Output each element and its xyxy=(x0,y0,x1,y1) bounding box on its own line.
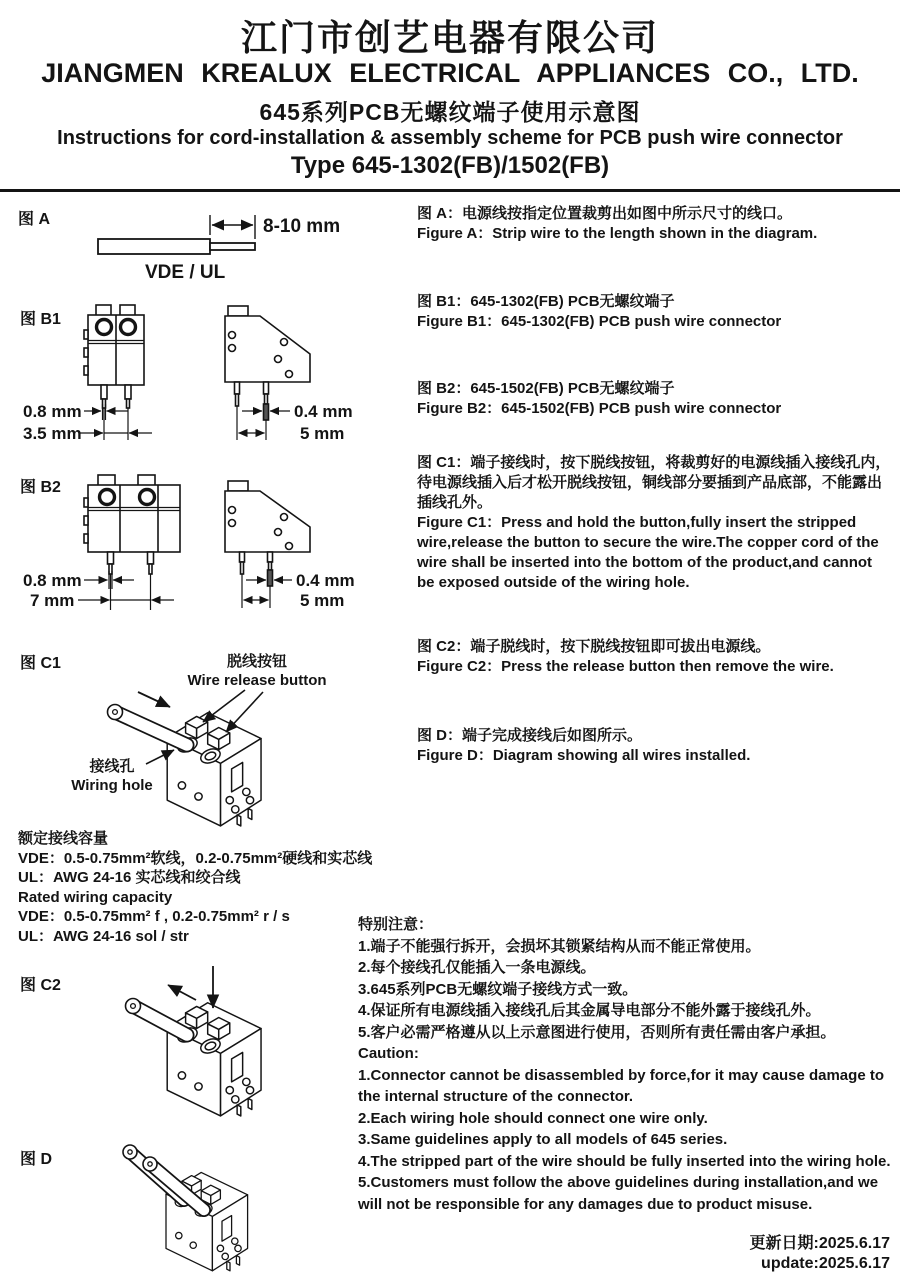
insert-direction-arrow xyxy=(138,692,170,707)
figure-b1-desc-en: Figure B1：645-1302(FB) PCB push wire connector xyxy=(417,313,782,330)
release-button-callout-en: Wire release button xyxy=(187,672,327,689)
rated-title-cn: 额定接线容量 xyxy=(18,830,109,847)
figure-c2-desc-cn: 图 C2：端子脱线时，按下脱线按钮即可拔出电源线。 xyxy=(417,638,771,655)
wire-conductor xyxy=(210,243,255,250)
b2-pin-thickness: 0.4 mm xyxy=(296,571,355,590)
pin xyxy=(268,552,273,562)
connector-body xyxy=(88,485,180,552)
figure-a-drawing xyxy=(20,205,380,295)
wire-standard-label: VDE / UL xyxy=(145,262,226,283)
b2-pitch: 7 mm xyxy=(30,591,75,610)
company-name-cn: 江门市创艺电器有限公司 xyxy=(240,17,659,58)
caution-title-en: Caution: xyxy=(358,1045,419,1062)
b1-front-view xyxy=(80,305,152,440)
figure-b2-label: 图 B2 xyxy=(20,479,61,496)
pin-measured-section xyxy=(268,570,273,586)
connector-side-body xyxy=(225,491,310,552)
figure-c1-drawing xyxy=(20,640,390,835)
pin xyxy=(101,385,107,399)
figure-b1-description xyxy=(417,292,893,332)
figure-d-drawing xyxy=(20,1140,390,1280)
caution-item-cn: 2.每个接线孔仅能插入一条电源线。 xyxy=(358,959,596,976)
rated-ul-cn: UL：AWG 24-16 实芯线和绞合线 xyxy=(18,869,241,886)
product-type-line: Type 645-1302(FB)/1502(FB) xyxy=(290,152,610,179)
figure-b2-drawing xyxy=(20,470,390,620)
figure-c2-drawing xyxy=(20,960,390,1140)
caution-item-cn: 4.保证所有电源线插入接线孔后其金属导电部分不能外露于接线孔外。 xyxy=(358,1002,821,1019)
figure-b2-description xyxy=(417,379,893,419)
figure-b1-desc-cn: 图 B1：645-1302(FB) PCB无螺纹端子 xyxy=(417,293,675,310)
doc-subtitle-cn: 645系列PCB无螺纹端子使用示意图 xyxy=(259,99,641,125)
pin xyxy=(108,552,114,564)
strip-length-value: 8-10 mm xyxy=(263,216,341,237)
caution-title-cn: 特别注意： xyxy=(358,916,434,933)
caution-item-en: 2.Each wiring hole should connect one wire only. xyxy=(358,1109,708,1127)
company-name-en: JIANGMEN KREALUX ELECTRICAL APPLIANCES CO., LTD. xyxy=(41,58,859,88)
rated-wiring-capacity xyxy=(18,829,410,946)
b1-dimension-lines xyxy=(80,404,152,440)
b1-pin-width: 0.8 mm xyxy=(23,402,82,421)
figure-c2-description xyxy=(417,637,893,677)
wire-insulation xyxy=(98,239,210,254)
figure-b1-label: 图 B1 xyxy=(20,311,61,328)
figure-b2-desc-en: Figure B2：645-1502(FB) PCB push wire connector xyxy=(417,400,782,417)
figure-c2-label: 图 C2 xyxy=(20,977,61,994)
update-date-cn: 更新日期:2025.6.17 xyxy=(749,1235,890,1252)
connector-side-body xyxy=(225,316,310,382)
caution-item-en: 4.The stripped part of the wire should be fully inserted into the wiring hole. xyxy=(358,1152,891,1170)
figure-c1-desc-cn: 图 C1：端子接线时，按下脱线按钮，将裁剪好的电源线插入接线孔内，待电源线插入后才松开脱线按钮，铜线部分要插到产品底部，不能露出插线孔外。 xyxy=(417,454,891,511)
b2-pin-width: 0.8 mm xyxy=(23,571,82,590)
figure-d-label: 图 D xyxy=(20,1151,53,1168)
wiring-hole-callout-en: Wiring hole xyxy=(71,777,153,794)
figure-c1-description xyxy=(417,453,893,593)
figure-d-description xyxy=(417,726,893,766)
remove-direction-arrow xyxy=(168,985,196,1000)
pin-measured-section xyxy=(264,404,269,420)
pin xyxy=(148,552,154,564)
rated-ul-en: UL：AWG 24-16 sol / str xyxy=(18,927,189,945)
figure-d-desc-cn: 图 D：端子完成接线后如图所示。 xyxy=(417,727,643,744)
rated-title-en: Rated wiring capacity xyxy=(18,888,173,906)
pin xyxy=(235,382,240,394)
caution-item-en: 1.Connector cannot be disassembled by force,for it may cause damage to the internal structure of the connector. xyxy=(358,1066,884,1105)
b1-pin-thickness: 0.4 mm xyxy=(294,402,353,421)
figure-c1-desc-en: Figure C1：Press and hold the button,fully insert the stripped wire,release the button to secure the wire.The copper cord of the wire shall be inserted into the bottom of the product,and cannot be exposed outside of the wiring hole. xyxy=(417,514,879,591)
b1-pitch: 3.5 mm xyxy=(23,424,82,443)
release-button-callout-cn: 脱线按钮 xyxy=(226,653,288,670)
figure-a-desc-en: Figure A：Strip wire to the length shown in the diagram. xyxy=(417,225,818,242)
update-date-en: update:2025.6.17 xyxy=(761,1255,890,1272)
removed-wire xyxy=(126,999,188,1036)
b2-pin-length: 5 mm xyxy=(300,591,345,610)
caution-item-cn: 1.端子不能强行拆开，会损坏其锁紧结构从而不能正常使用。 xyxy=(358,937,761,955)
caution-block xyxy=(358,914,898,1215)
release-button-pointer xyxy=(226,692,263,732)
wiring-hole-callout-cn: 接线孔 xyxy=(89,758,135,775)
caution-item-cn: 5.客户必需严格遵从以上示意图进行使用，否则所有责任需由客户承担。 xyxy=(358,1023,836,1041)
inserted-wire xyxy=(108,705,188,746)
b2-front-view xyxy=(78,475,180,610)
figure-a-desc-cn: 图 A：电源线按指定位置裁剪出如图中所示尺寸的线口。 xyxy=(417,205,793,222)
pin xyxy=(264,382,269,394)
figure-c2-desc-en: Figure C2：Press the release button then remove the wire. xyxy=(417,658,834,675)
update-date-block xyxy=(600,1234,890,1274)
doc-subtitle-en: Instructions for cord-installation & assembly scheme for PCB push wire connector xyxy=(57,127,843,149)
pin xyxy=(240,552,245,562)
b2-dimension-lines xyxy=(78,571,174,610)
rated-vde-en: VDE：0.5-0.75mm² f , 0.2-0.75mm² r / s xyxy=(18,908,290,925)
rated-vde-cn: VDE：0.5-0.75mm²软线，0.2-0.75mm²硬线和实芯线 xyxy=(18,849,373,867)
figure-b2-desc-cn: 图 B2：645-1502(FB) PCB无螺纹端子 xyxy=(417,380,675,397)
caution-item-en: 5.Customers must follow the above guidelines during installation,and we will not be responsible for any damages due to product misuse. xyxy=(358,1174,879,1213)
figure-b1-drawing xyxy=(20,300,390,450)
figure-d-desc-en: Figure D：Diagram showing all wires installed. xyxy=(417,747,751,764)
pin xyxy=(125,385,131,399)
figure-a-label: 图 A xyxy=(18,211,51,228)
header-divider xyxy=(0,189,900,192)
caution-item-cn: 3.645系列PCB无螺纹端子接线方式一致。 xyxy=(358,980,638,998)
figure-c1-label: 图 C1 xyxy=(20,655,61,672)
caution-item-en: 3.Same guidelines apply to all models of 645 series. xyxy=(358,1131,728,1148)
b1-pin-length: 5 mm xyxy=(300,424,345,443)
figure-a-description xyxy=(417,204,893,244)
